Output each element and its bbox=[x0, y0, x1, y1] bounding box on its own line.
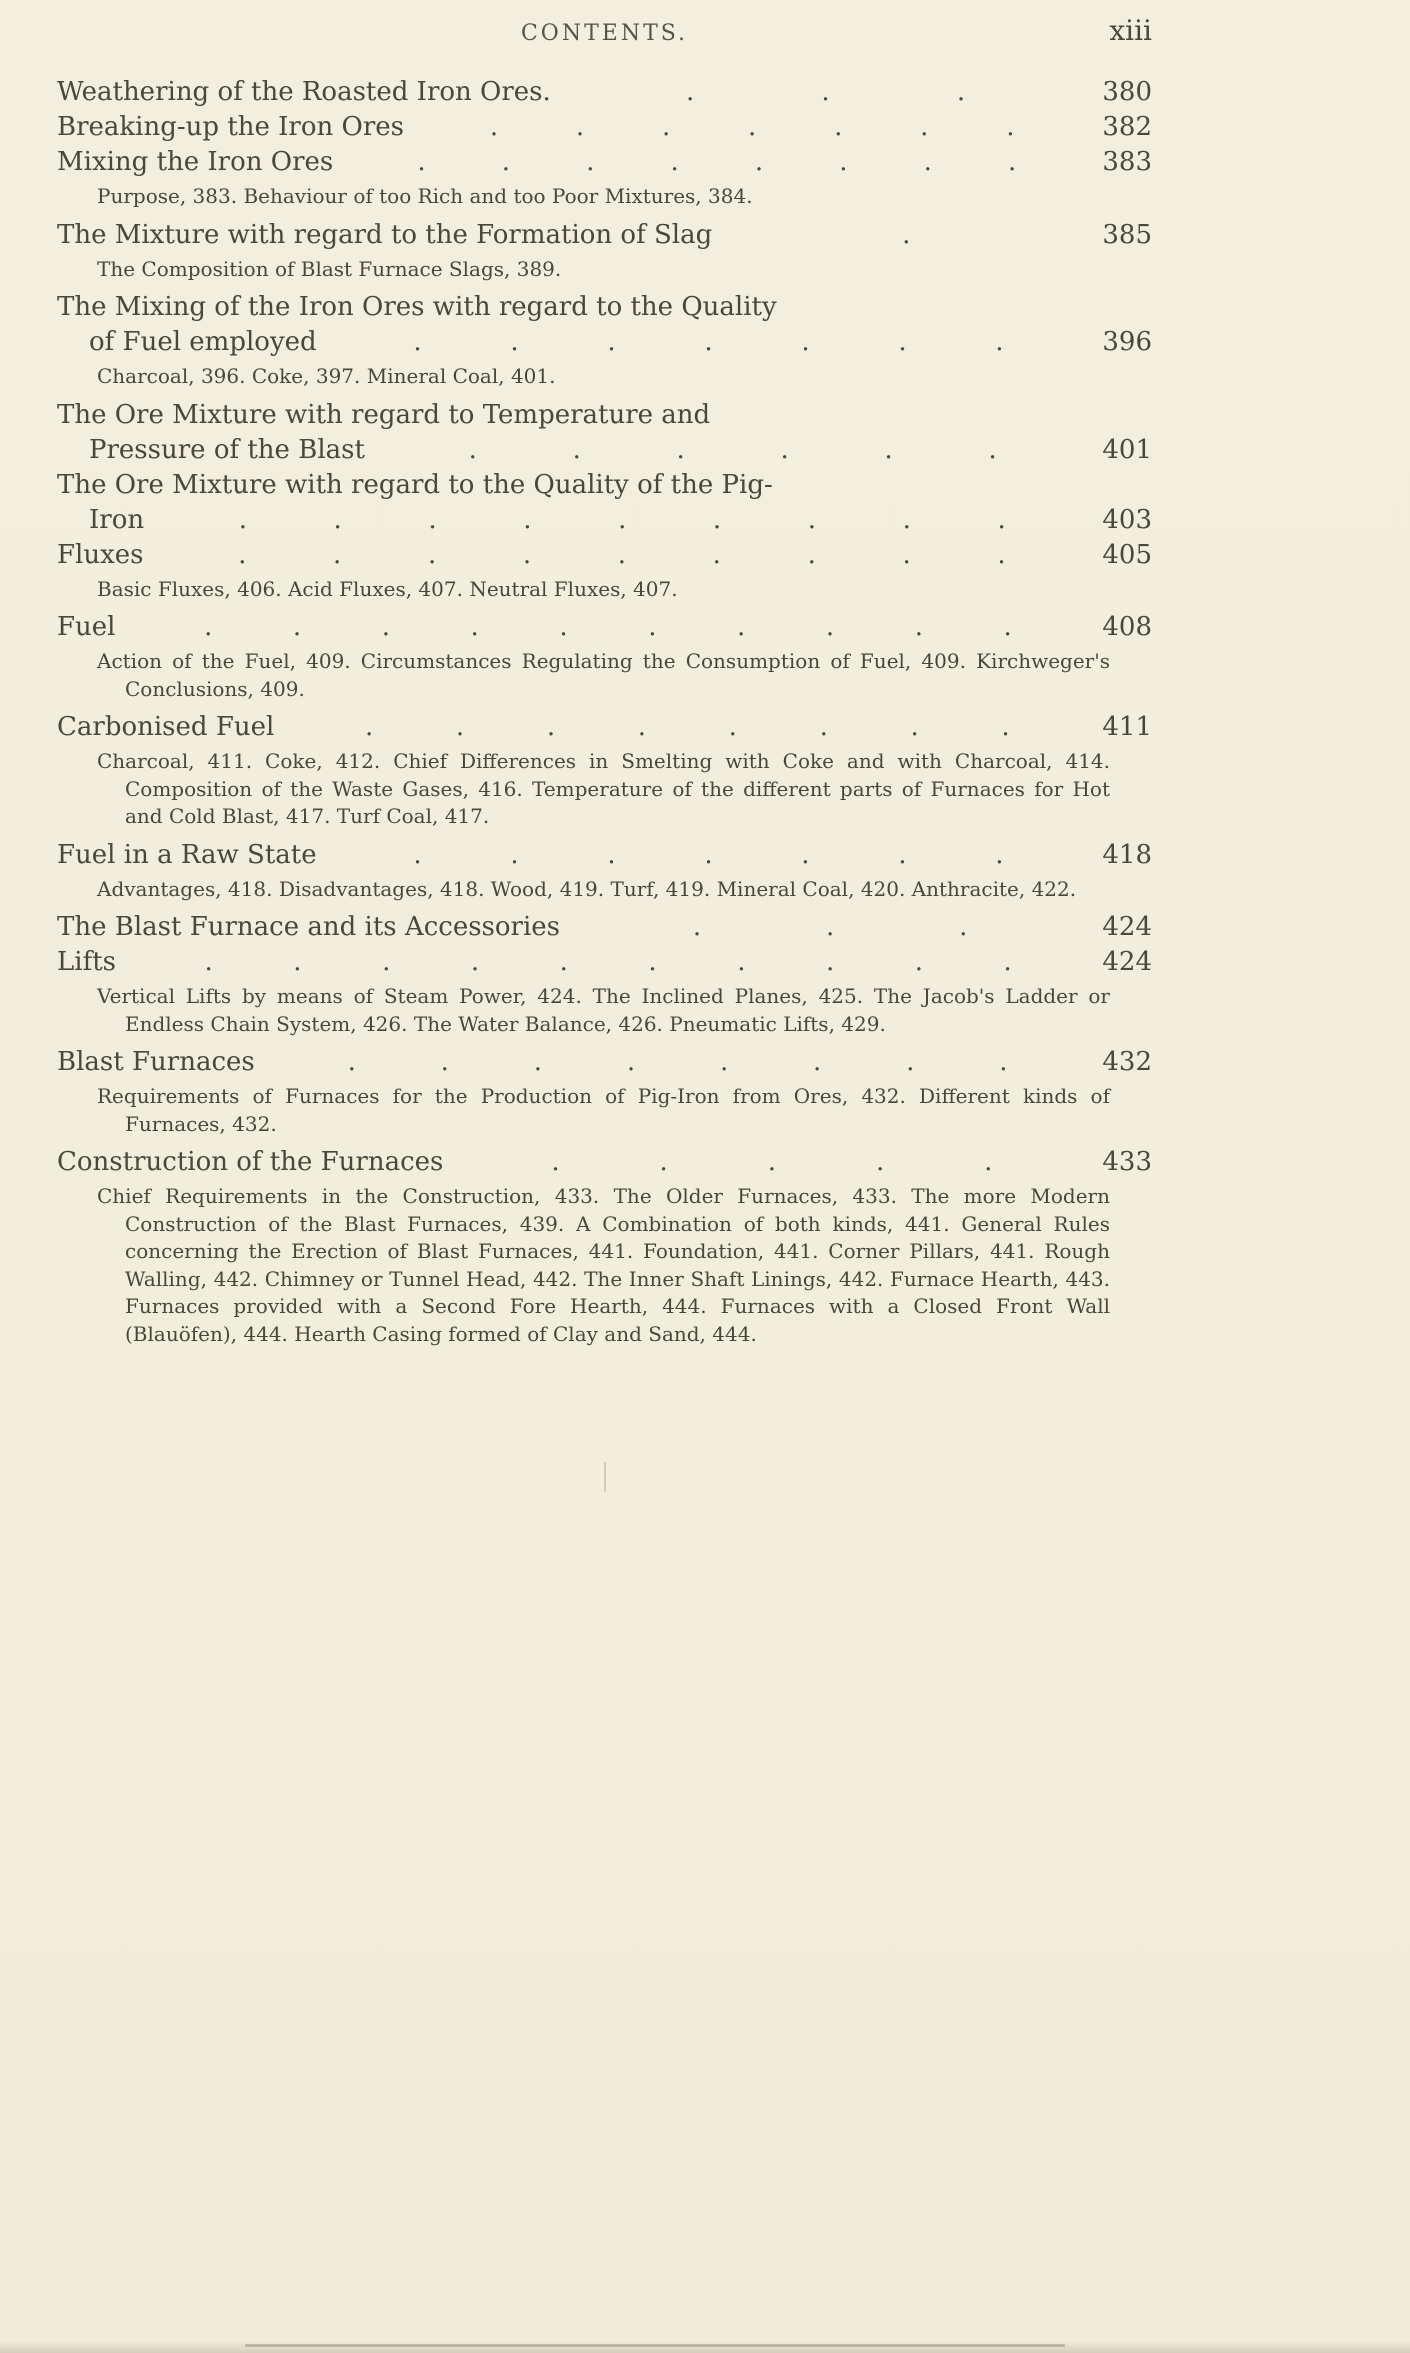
table-of-contents bbox=[57, 75, 1152, 1348]
dot-leader: . . . . . . . . bbox=[347, 1047, 1008, 1077]
toc-entry bbox=[57, 910, 1152, 945]
dot-leader: . . . . . . . . . . bbox=[204, 612, 1012, 642]
toc-entry-line bbox=[57, 110, 1152, 145]
toc-entry-subentries: Action of the Fuel, 409. Circumstances Regulating the Consumption of Fuel, 409. Kirchweger's Conclusions, 409. bbox=[97, 649, 1110, 701]
dot-leader: . . . . . bbox=[551, 1147, 993, 1177]
toc-entry-line bbox=[57, 1145, 1152, 1180]
toc-entry-title: The Mixture with regard to the Formation of Slag bbox=[57, 219, 713, 250]
toc-entry-title: Fuel in a Raw State bbox=[57, 839, 317, 870]
folio-page-number: xiii bbox=[1109, 14, 1152, 47]
toc-entry-subentries: Basic Fluxes, 406. Acid Fluxes, 407. Neutral Fluxes, 407. bbox=[97, 576, 678, 601]
toc-entry-subentries: The Composition of Blast Furnace Slags, 389. bbox=[97, 256, 562, 281]
toc-entry bbox=[57, 468, 1152, 538]
toc-entry bbox=[57, 710, 1152, 831]
toc-entry-line bbox=[57, 503, 1152, 538]
toc-entry-line bbox=[57, 538, 1152, 573]
toc-entry-line bbox=[57, 145, 1152, 180]
toc-entry-line bbox=[57, 218, 1152, 253]
toc-entry-title: Carbonised Fuel bbox=[57, 712, 275, 742]
dot-leader: . . . . . . bbox=[468, 434, 997, 465]
toc-entry-subentries: Chief Requirements in the Construction, 433. The Older Furnaces, 433. The more Modern Construction of the Blast Furnaces, 439. A Combination of both kinds, 441. General Rules concerning the Erection of Blast Furnaces, 441. Foundation, 441. Corner Pillars, 441. Rough Walling, 442. Chimney or Tunnel Head, 442. The Inner Shaft Linings, 442. Furnace Hearth, 443. Furnaces provided with a Second Fore Hearth, 444. Furnaces with a Closed Front Wall (Blauöfen), 444. Hearth Casing formed of Clay and Sand, 444. bbox=[97, 1184, 1110, 1346]
dot-leader: . . . . . . . . bbox=[417, 147, 1017, 177]
toc-entry-page-number: 408 bbox=[1102, 612, 1152, 642]
toc-entry-title: Blast Furnaces bbox=[57, 1047, 255, 1077]
dot-leader: . . . . . . . bbox=[413, 327, 1004, 357]
toc-entry-title: The Blast Furnace and its Accessories bbox=[57, 912, 561, 942]
toc-entry bbox=[57, 290, 1152, 391]
toc-entry-page-number: 424 bbox=[1102, 947, 1152, 977]
dot-leader: . . . . . . . . . bbox=[238, 504, 1006, 535]
toc-entry bbox=[57, 610, 1152, 703]
toc-entry-title: Fuel bbox=[57, 612, 116, 642]
toc-entry-first-line: The Ore Mixture with regard to Temperature and bbox=[57, 399, 711, 430]
toc-entry-subentries: Advantages, 418. Disadvantages, 418. Wood, 419. Turf, 419. Mineral Coal, 420. Anthracite, 422. bbox=[97, 876, 1077, 901]
toc-entry-page-number: 432 bbox=[1102, 1047, 1152, 1077]
dot-leader: . . . . . . . bbox=[489, 112, 1015, 142]
page-header bbox=[57, 14, 1152, 47]
dot-leader: . . . . . . . . . bbox=[238, 539, 1006, 570]
toc-entry-title: Weathering of the Roasted Iron Ores. bbox=[57, 77, 551, 107]
toc-entry-page-number: 380 bbox=[1102, 77, 1152, 107]
toc-entry-title: Mixing the Iron Ores bbox=[57, 147, 334, 177]
dot-leader: . . . . . . . bbox=[413, 839, 1004, 870]
toc-entry-page-number: 383 bbox=[1102, 147, 1152, 177]
toc-entry-page-number: 382 bbox=[1102, 112, 1152, 142]
dot-leader: . . . bbox=[685, 77, 966, 107]
toc-entry-page-number: 385 bbox=[1102, 219, 1152, 250]
toc-entry-line bbox=[57, 610, 1152, 645]
toc-entry bbox=[57, 75, 1152, 110]
toc-entry-subentries: Charcoal, 396. Coke, 397. Mineral Coal, 401. bbox=[97, 364, 556, 388]
page-title: CONTENTS. bbox=[520, 21, 689, 46]
toc-entry-line bbox=[57, 945, 1152, 980]
toc-entry-page-number: 418 bbox=[1102, 839, 1152, 870]
toc-entry bbox=[57, 945, 1152, 1038]
toc-entry-page-number: 403 bbox=[1102, 504, 1152, 535]
toc-entry-title: Fluxes bbox=[57, 539, 144, 570]
toc-entry-line bbox=[57, 710, 1152, 745]
toc-entry-subentries: Charcoal, 411. Coke, 412. Chief Differences in Smelting with Coke and with Charcoal, 414. Composition of the Waste Gases, 416. Temperature of the different parts of Furnaces for Hot and Cold Blast, 417. Turf Coal, 417. bbox=[97, 749, 1110, 828]
scan-crease-mark bbox=[604, 1462, 606, 1492]
toc-entry bbox=[57, 145, 1152, 211]
toc-entry-page-number: 424 bbox=[1102, 912, 1152, 942]
toc-entry-page-number: 396 bbox=[1102, 327, 1152, 357]
toc-entry-line bbox=[57, 838, 1152, 873]
dot-leader: . . . bbox=[692, 912, 968, 942]
toc-entry-first-line: The Mixing of the Iron Ores with regard to the Quality bbox=[57, 292, 777, 322]
toc-entry-page-number: 405 bbox=[1102, 539, 1152, 570]
toc-entry bbox=[57, 838, 1152, 904]
dot-leader: . bbox=[902, 219, 911, 250]
toc-entry-line bbox=[57, 75, 1152, 110]
toc-entry bbox=[57, 110, 1152, 145]
toc-entry bbox=[57, 398, 1152, 468]
toc-entry bbox=[57, 1145, 1152, 1348]
toc-entry-title: Pressure of the Blast bbox=[89, 434, 365, 465]
toc-entry-title: Lifts bbox=[57, 947, 116, 977]
toc-entry-title: Breaking-up the Iron Ores bbox=[57, 112, 405, 142]
toc-entry-page-number: 401 bbox=[1102, 434, 1152, 465]
toc-entry-line bbox=[57, 433, 1152, 468]
toc-entry bbox=[57, 1045, 1152, 1138]
toc-entry bbox=[57, 218, 1152, 284]
toc-entry-page-number: 411 bbox=[1102, 712, 1152, 742]
toc-entry-title: Iron bbox=[89, 504, 145, 535]
toc-entry-line bbox=[57, 1045, 1152, 1080]
scan-bottom-shadow bbox=[0, 2341, 1410, 2353]
toc-entry bbox=[57, 538, 1152, 604]
dot-leader: . . . . . . . . bbox=[364, 712, 1010, 742]
toc-entry-line bbox=[57, 910, 1152, 945]
toc-entry-page-number: 433 bbox=[1102, 1147, 1152, 1177]
toc-entry-title: Construction of the Furnaces bbox=[57, 1147, 444, 1177]
toc-entry-subentries: Requirements of Furnaces for the Production of Pig-Iron from Ores, 432. Different kinds of Furnaces, 432. bbox=[97, 1084, 1110, 1136]
toc-entry-subentries: Vertical Lifts by means of Steam Power, 424. The Inclined Planes, 425. The Jacob's Ladder or Endless Chain System, 426. The Water Balance, 426. Pneumatic Lifts, 429. bbox=[97, 984, 1110, 1036]
toc-entry-first-line: The Ore Mixture with regard to the Quality of the Pig- bbox=[57, 469, 773, 500]
toc-entry-line bbox=[57, 325, 1152, 360]
toc-entry-title: of Fuel employed bbox=[89, 327, 317, 357]
dot-leader: . . . . . . . . . . bbox=[204, 947, 1012, 977]
toc-entry-subentries: Purpose, 383. Behaviour of too Rich and too Poor Mixtures, 384. bbox=[97, 184, 753, 208]
